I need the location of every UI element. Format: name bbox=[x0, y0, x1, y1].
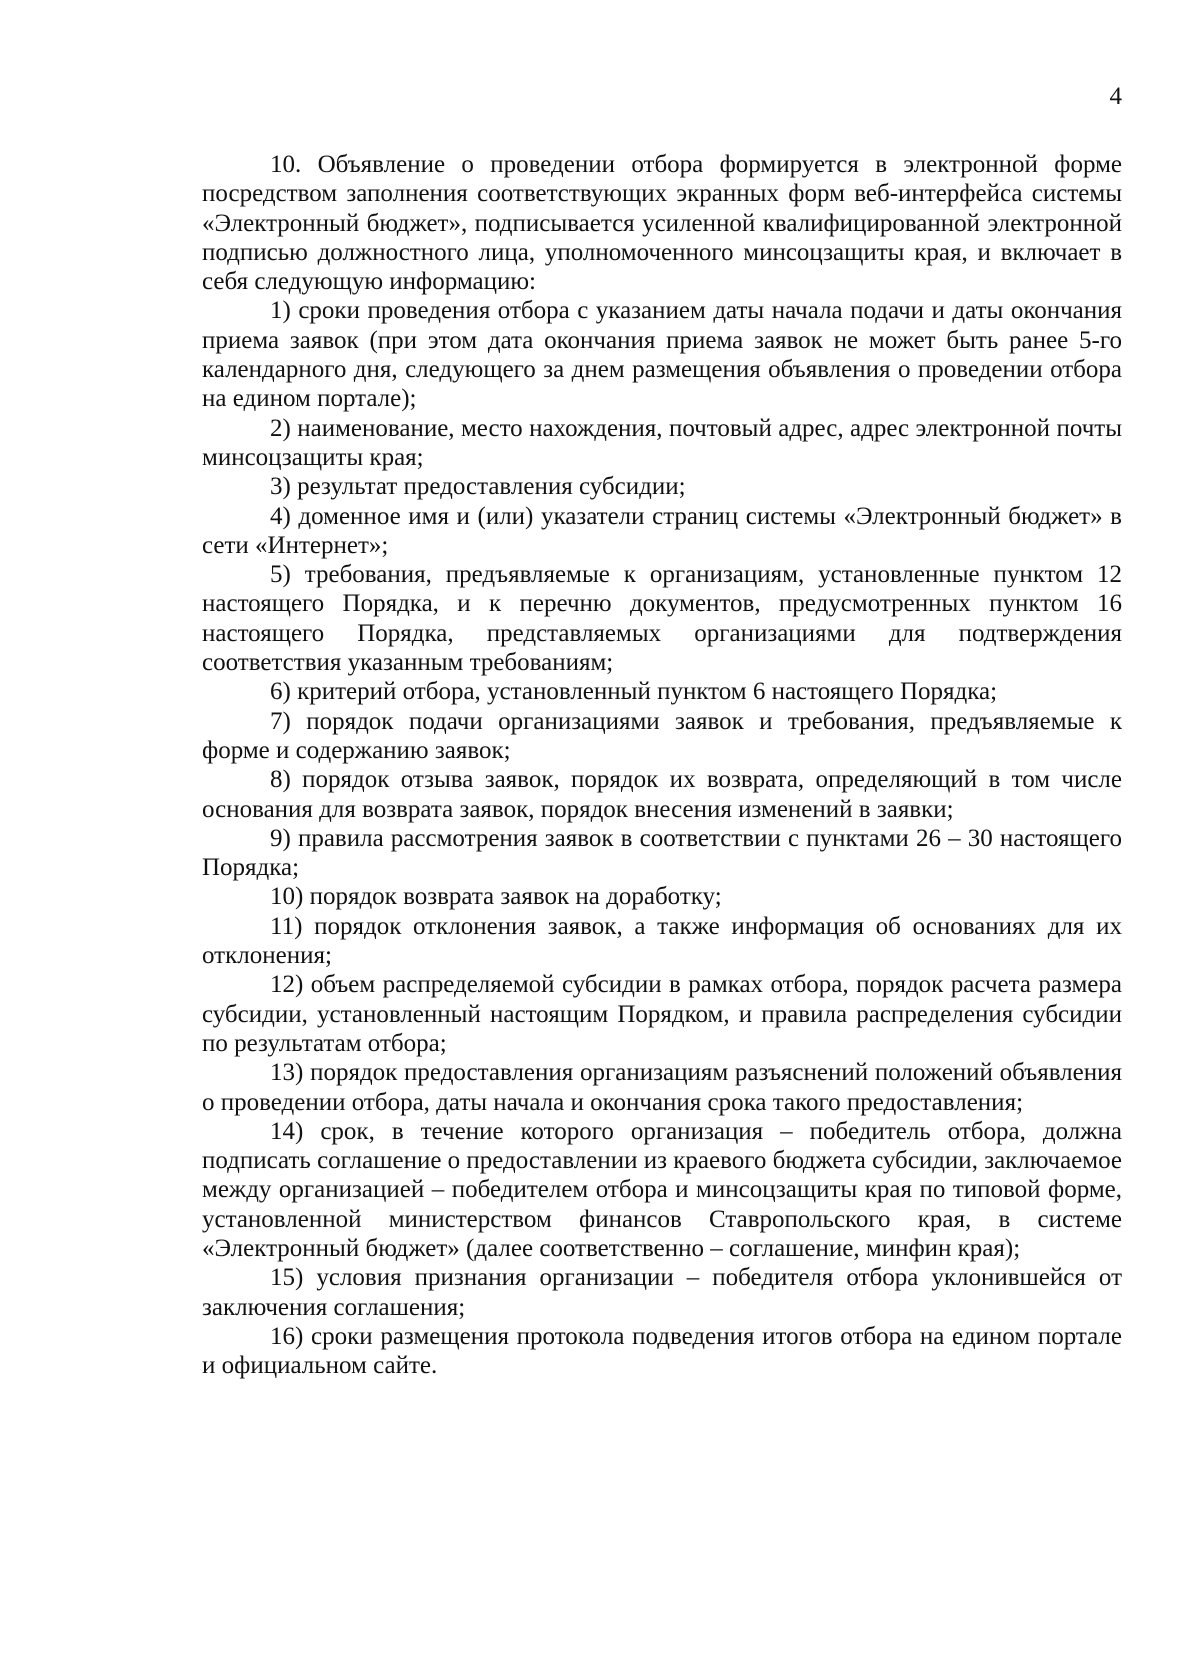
list-item-15: 15) условия признания организации – победителя отбора уклонившейся от заключения соглашения; bbox=[202, 1264, 1122, 1321]
list-item-13: 13) порядок предоставления организациям разъяснений положений объявления о проведении отбора, даты начала и окончания срока такого предоставления; bbox=[202, 1059, 1122, 1116]
list-item-3: 3) результат предоставления субсидии; bbox=[270, 473, 686, 501]
list-item-4: 4) доменное имя и (или) указатели страниц системы «Электронный бюджет» в сети «Интернет»; bbox=[202, 502, 1122, 559]
document-body bbox=[202, 150, 1122, 1380]
paragraph-10: 10. Объявление о проведении отбора формируется в электронной форме посредством заполнения соответствующих экранных форм веб-интерфейса системы «Электронный бюджет», подписывается усиленной квалифицированной электронной подписью должностного лица, уполномоченного минсоцзащиты края, и включает в себя следующую информацию: bbox=[202, 151, 1122, 296]
list-item-7: 7) порядок подачи организациями заявок и требования, предъявляемые к форме и содержанию заявок; bbox=[202, 707, 1122, 764]
list-item-11: 11) порядок отклонения заявок, а также информация об основаниях для их отклонения; bbox=[202, 912, 1122, 970]
list-item-14: 14) срок, в течение которого организация – победитель отбора, должна подписать соглашение о предоставлении из краевого бюджета субсидии, заключаемое между организацией – победителем отбора и минсоцзащиты края по типовой форме, установленной министерством финансов Ставропольского края, в системе «Электронный бюджет» (далее соответственно – соглашение, минфин края); bbox=[202, 1117, 1122, 1262]
list-item-2: 2) наименование, место нахождения, почтовый адрес, адрес электронной почты минсоцзащиты края; bbox=[202, 414, 1122, 471]
page-number: 4 bbox=[1109, 83, 1122, 110]
list-item-1: 1) сроки проведения отбора с указанием даты начала подачи и даты окончания приема заявок (при этом дата окончания приема заявок не может быть ранее 5-го календарного дня, следующего за днем размещения объявления о проведении отбора на едином портале); bbox=[202, 297, 1122, 413]
list-item-9: 9) правила рассмотрения заявок в соответствии с пунктами 26 – 30 настоящего Порядка; bbox=[202, 824, 1122, 882]
list-item-12: 12) объем распределяемой субсидии в рамках отбора, порядок расчета размера субсидии, установленный настоящим Порядком, и правила распределения субсидии по результатам отбора; bbox=[202, 971, 1122, 1057]
list-item-8: 8) порядок отзыва заявок, порядок их возврата, определяющий в том числе основания для возврата заявок, порядок внесения изменений в заявки; bbox=[202, 766, 1122, 823]
list-item-16: 16) сроки размещения протокола подведения итогов отбора на едином портале и официальном сайте. bbox=[202, 1322, 1122, 1380]
list-item-6: 6) критерий отбора, установленный пунктом 6 настоящего Порядка; bbox=[270, 678, 998, 706]
list-item-10: 10) порядок возврата заявок на доработку; bbox=[270, 883, 722, 911]
list-item-5: 5) требования, предъявляемые к организациям, установленные пунктом 12 настоящего Порядка, и к перечню документов, предусмотренных пунктом 16 настоящего Порядка, представляемых организациями для подтверждения соответствия указанным требованиям; bbox=[202, 561, 1122, 677]
